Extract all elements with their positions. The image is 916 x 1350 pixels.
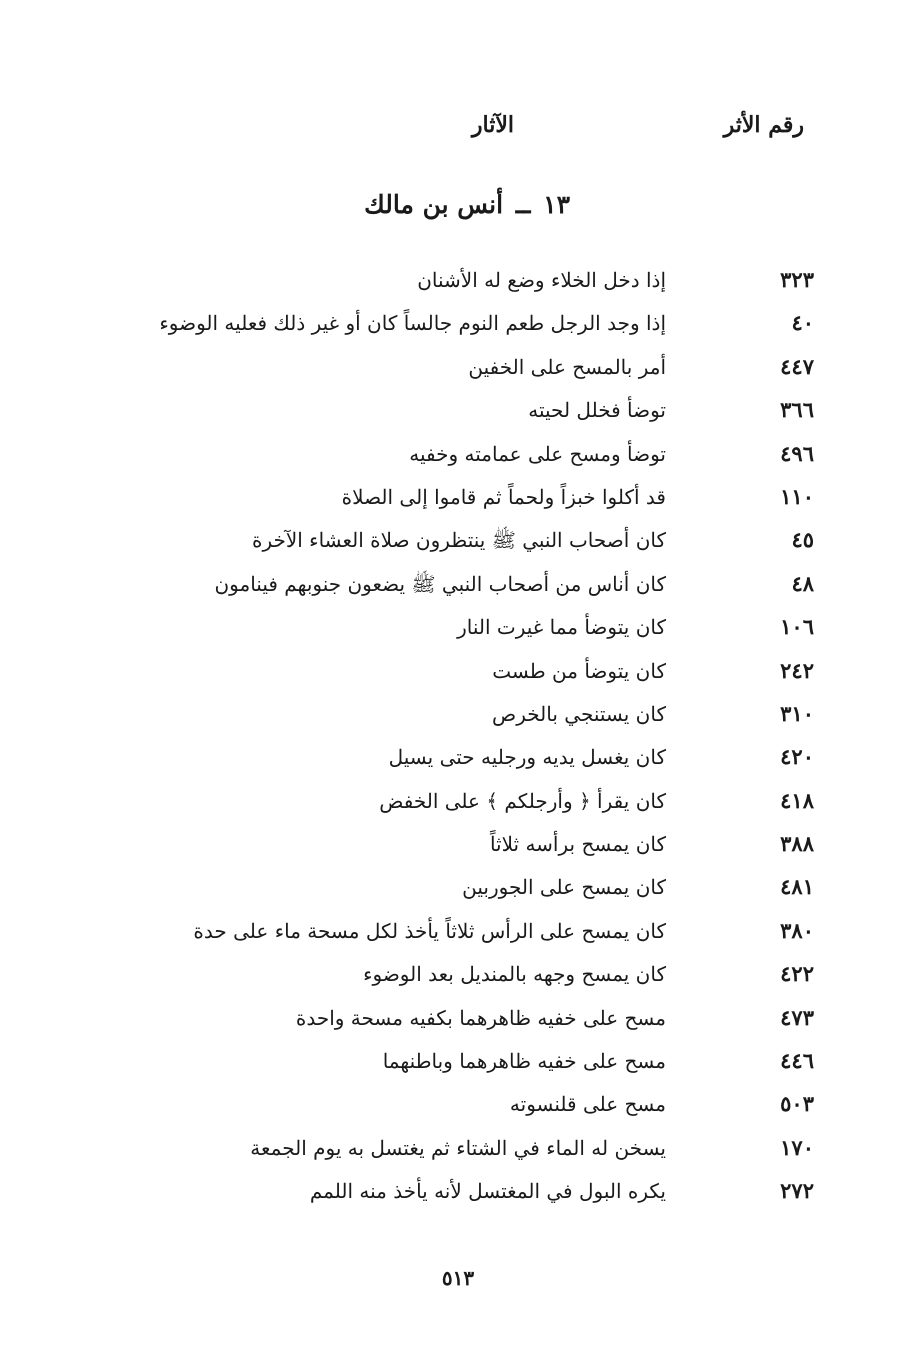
athar-text: كان يمسح برأسه ثلاثاً — [489, 832, 666, 857]
athar-entry — [0, 262, 916, 305]
section-name: أنس بن مالك — [364, 190, 504, 219]
section-title — [364, 190, 570, 219]
athar-number: ٤٤٧ — [780, 353, 814, 379]
athar-number: ٣٢٣ — [780, 267, 814, 292]
athar-text: كان أناس من أصحاب النبي ﷺ يضعون جنوبهم فينامون — [214, 571, 666, 596]
athar-entry — [0, 522, 916, 565]
athar-text: أمر بالمسح على الخفين — [468, 354, 666, 379]
athar-text: كان أصحاب النبي ﷺ ينتظرون صلاة العشاء الآخرة — [251, 528, 666, 553]
athar-number: ١٠٦ — [780, 614, 814, 640]
athar-text: كان يتوضأ من طست — [492, 658, 666, 683]
athar-number: ٤٩٦ — [780, 440, 814, 466]
athar-text: مسح على قلنسوته — [509, 1092, 666, 1117]
athar-number: ٣٨٠ — [780, 917, 814, 943]
athar-entry — [0, 479, 916, 522]
athar-number: ٤٤٦ — [780, 1048, 814, 1074]
athar-text: كان يتوضأ مما غيرت النار — [457, 615, 666, 640]
athar-entry — [0, 1043, 916, 1086]
athar-entry — [0, 1130, 916, 1173]
section-number: ١٣ — [543, 190, 570, 219]
athar-entry — [0, 609, 916, 652]
athar-number: ٥٠٣ — [780, 1091, 814, 1117]
athar-entry — [0, 305, 916, 348]
athar-text: كان يغسل يديه ورجليه حتى يسيل — [388, 745, 666, 770]
athar-text: توضأ فخلل لحيته — [528, 398, 666, 423]
athar-entry — [0, 349, 916, 392]
athar-number: ٤٥ — [791, 527, 814, 553]
athar-text: كان يستنجي بالخرص — [492, 701, 666, 726]
athar-text: يكره البول في المغتسل لأنه يأخذ منه اللمم — [309, 1179, 666, 1204]
athar-entry — [0, 1000, 916, 1043]
athar-entry — [0, 739, 916, 782]
athar-entry — [0, 653, 916, 696]
column-header-athar: الآثار — [471, 112, 514, 138]
athar-entry — [0, 1173, 916, 1216]
athar-number: ٤١٨ — [780, 787, 814, 813]
athar-entry — [0, 436, 916, 479]
athar-entry — [0, 913, 916, 956]
athar-text: كان يمسح وجهه بالمنديل بعد الوضوء — [363, 962, 666, 987]
athar-number: ٣٨٨ — [780, 831, 814, 857]
athar-entry — [0, 1086, 916, 1129]
athar-entry — [0, 392, 916, 435]
athar-number: ٣١٠ — [780, 700, 814, 726]
athar-number: ٢٧٢ — [780, 1178, 814, 1204]
athar-text: كان يمسح على الجوربين — [462, 875, 666, 900]
athar-entry — [0, 826, 916, 869]
athar-entry — [0, 956, 916, 999]
athar-number: ٢٤٢ — [780, 657, 814, 683]
athar-text: يسخن له الماء في الشتاء ثم يغتسل به يوم الجمعة — [250, 1135, 666, 1160]
athar-number: ٣٦٦ — [780, 397, 814, 423]
athar-entry — [0, 696, 916, 739]
athar-number: ٤٨١ — [780, 874, 814, 900]
athar-number: ١١٠ — [780, 483, 814, 509]
page-number: ٥١٣ — [441, 1266, 475, 1290]
athar-entry — [0, 783, 916, 826]
athar-number: ٤٧٣ — [780, 1004, 814, 1030]
athar-text: مسح على خفيه ظاهرهما بكفيه مسحة واحدة — [295, 1005, 666, 1030]
athar-text: إذا دخل الخلاء وضع له الأشنان — [417, 268, 666, 292]
athar-text: كان يمسح على الرأس ثلاثاً يأخذ لكل مسحة ماء على حدة — [193, 918, 666, 943]
athar-text: إذا وجد الرجل طعم النوم جالساً كان أو غير ذلك فعليه الوضوء — [159, 311, 666, 336]
athar-text: قد أكلوا خبزاً ولحماً ثم قاموا إلى الصلاة — [341, 484, 666, 509]
column-header-athar-number: رقم الأثر — [723, 112, 804, 138]
athar-number: ٤٢٢ — [780, 961, 814, 987]
section-dash: ــ — [515, 190, 531, 219]
athar-number: ٤٢٠ — [780, 744, 814, 770]
athar-text: مسح على خفيه ظاهرهما وباطنهما — [382, 1049, 666, 1074]
athar-entry — [0, 869, 916, 912]
athar-number: ٤٨ — [791, 570, 814, 596]
athar-entry — [0, 566, 916, 609]
athar-text: توضأ ومسح على عمامته وخفيه — [409, 441, 666, 466]
athar-number: ١٧٠ — [780, 1134, 814, 1160]
athar-text: كان يقرأ ﴿ وأرجلكم ﴾ على الخفض — [379, 788, 666, 813]
athar-number: ٤٠ — [791, 310, 814, 336]
athar-list — [0, 262, 916, 1217]
